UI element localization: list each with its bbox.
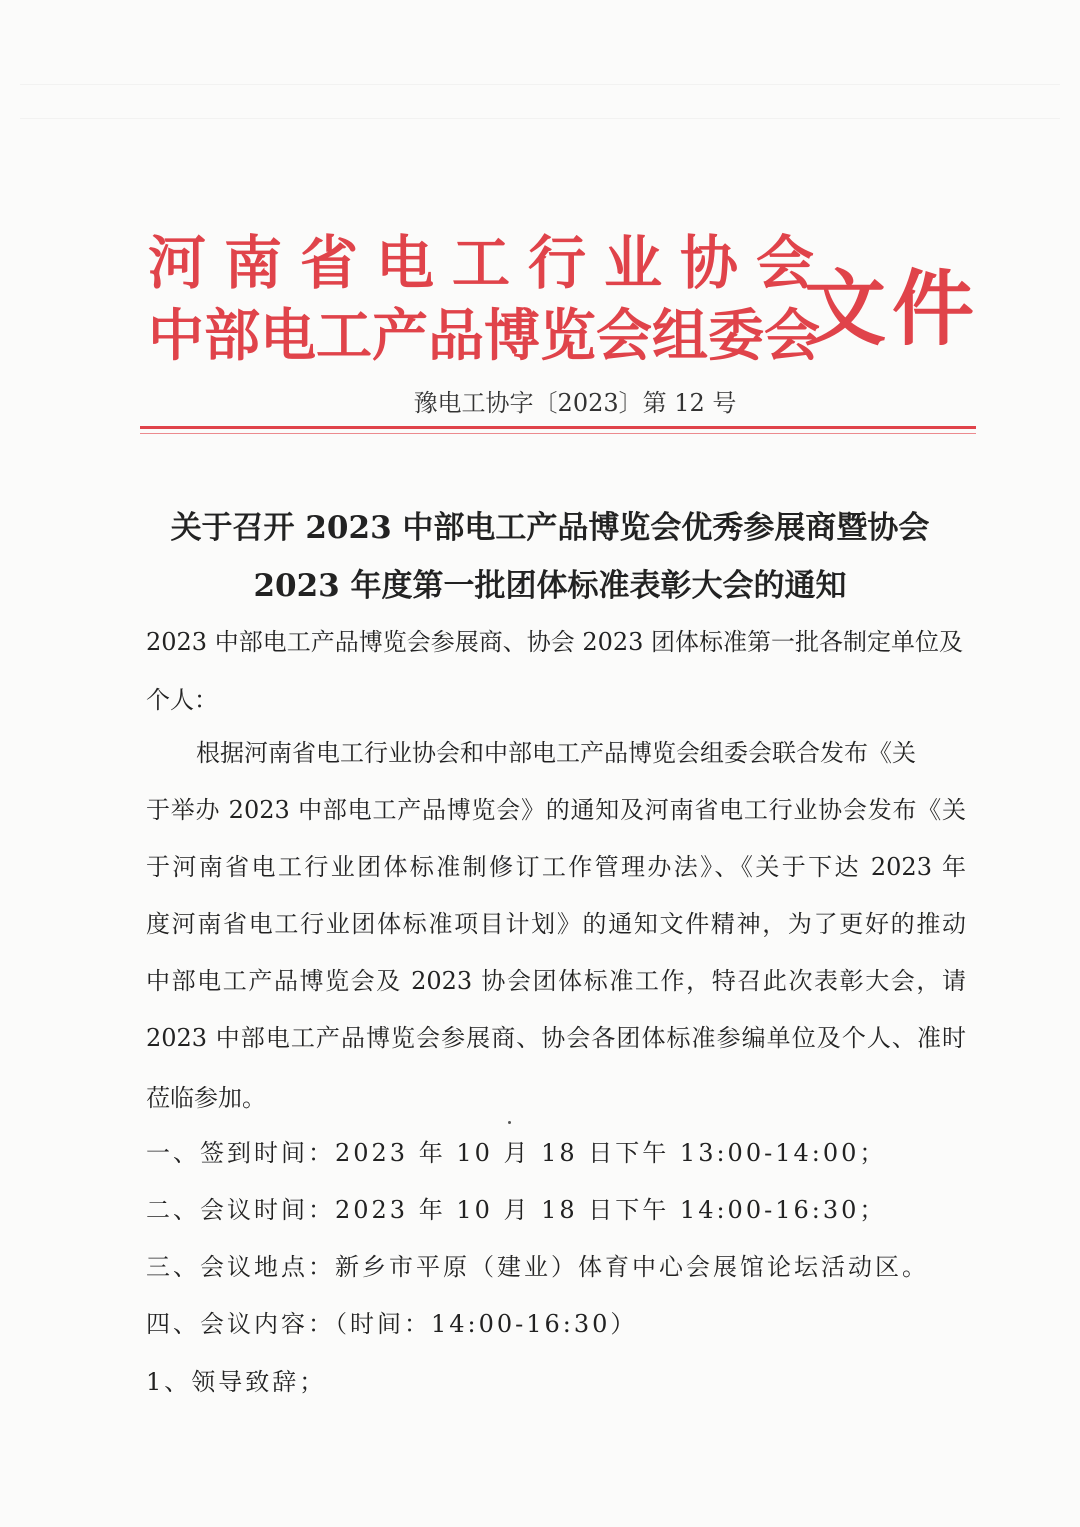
body-line-1: 根据河南省电工行业协会和中部电工产品博览会组委会联合发布《关 <box>196 739 916 767</box>
body-line-4: 度河南省电工行业团体标准项目计划》的通知文件精神，为了更好的推动 <box>146 910 966 938</box>
body-line-3: 于河南省电工行业团体标准制修订工作管理办法》、《关于下达 2023 年 <box>146 853 966 881</box>
notice-title-line-1: 关于召开 2023 中部电工产品博览会优秀参展商暨协会 <box>170 510 930 546</box>
notice-title-line-2: 2023 年度第一批团体标准表彰大会的通知 <box>253 568 847 604</box>
org-name-henan-electrical-association: 河南省电工行业协会 <box>148 229 833 297</box>
red-divider-line <box>140 426 976 429</box>
addressee-line-2: 个人： <box>146 686 218 714</box>
document-number: 豫电工协字〔2023〕第 12 号 <box>413 389 737 417</box>
document-header <box>140 210 980 370</box>
scan-speck <box>508 1121 511 1124</box>
body-line-6: 2023 中部电工产品博览会参展商、协会各团体标准参编单位及个人、准时 <box>146 1024 966 1052</box>
document-word: 文件 <box>804 262 981 357</box>
body-line-2: 于举办 2023 中部电工产品博览会》的通知及河南省电工行业协会发布《关 <box>146 796 966 824</box>
org-name-expo-committee: 中部电工产品博览会组委会 <box>148 304 820 369</box>
body-line-7: 莅临参加。 <box>146 1084 266 1112</box>
meeting-location-item: 三、会议地点：新乡市平原（建业）体育中心会展馆论坛活动区。 <box>146 1253 929 1281</box>
meeting-time-item: 二、会议时间：2023 年 10 月 18 日下午 14:00-16:30； <box>146 1196 887 1224</box>
addressee-line-1: 2023 中部电工产品博览会参展商、协会 2023 团体标准第一批各制定单位及 <box>146 628 964 656</box>
sign-in-time-item: 一、签到时间：2023 年 10 月 18 日下午 13:00-14:00； <box>146 1139 887 1167</box>
body-line-5: 中部电工产品博览会及 2023 协会团体标准工作，特召此次表彰大会，请 <box>146 967 966 995</box>
meeting-content-item: 四、会议内容：（时间：14:00-16:30） <box>146 1310 638 1338</box>
red-divider-line-thin <box>140 433 976 434</box>
agenda-item-1: 1、领导致辞； <box>146 1368 327 1396</box>
